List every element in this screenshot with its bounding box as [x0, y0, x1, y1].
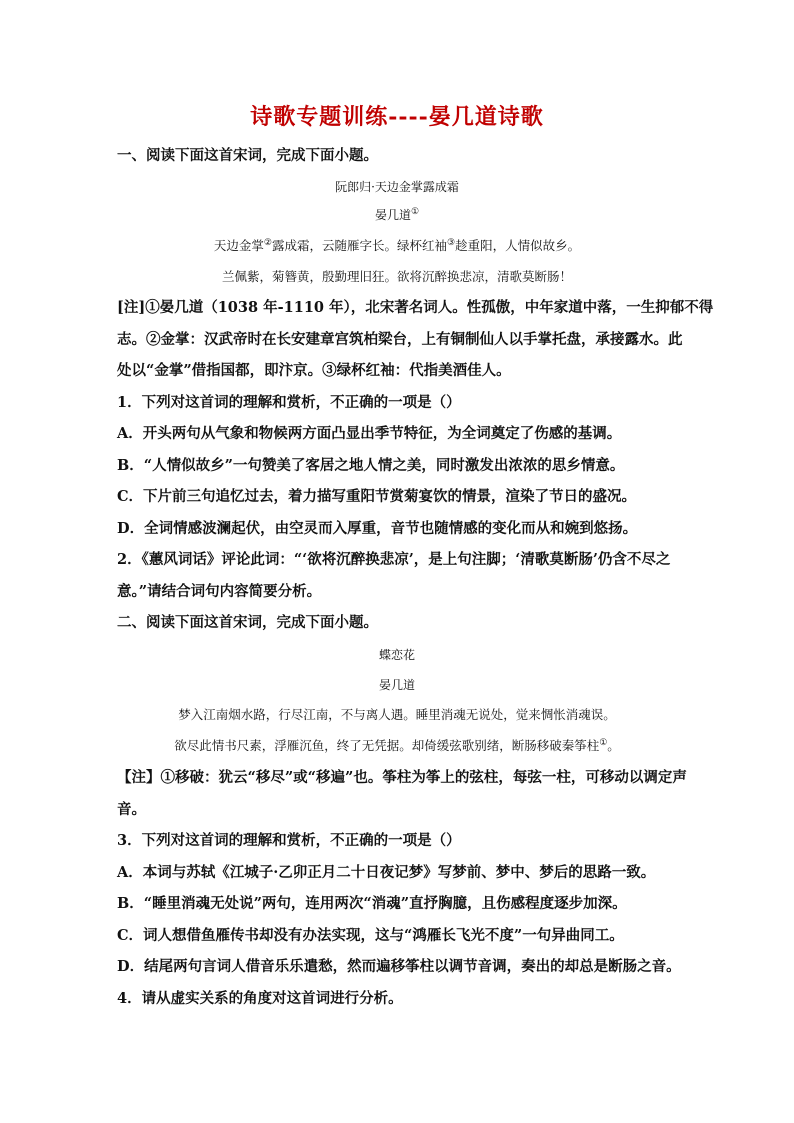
section2-note-line1: 【注】①移破：犹云“移尽”或“移遍”也。筝柱为筝上的弦柱，每弦一柱，可移动以调定声 [117, 769, 687, 786]
poem2-line1: 梦入江南烟水路，行尽江南，不与离人遇。睡里消魂无说处，觉来惆怅消魂误。 [178, 707, 616, 722]
question-3-option-d: D．结尾两句言词人借音乐乐遣愁，然而遍移筝柱以调节音调，奏出的却总是断肠之音。 [117, 958, 681, 975]
section1-note-line2: 志。②金掌：汉武帝时在长安建章宫筑柏梁台，上有铜制仙人以手掌托盘，承接露水。此 [117, 331, 683, 348]
poem1-line1-part1: 天边金掌 [213, 238, 264, 253]
page-title: 诗歌专题训练----晏几道诗歌 [250, 104, 544, 130]
poem2-author: 晏几道 [378, 678, 415, 692]
question-1: 1．下列对这首词的理解和赏析，不正确的一项是（） [117, 394, 461, 411]
question-2-line1: 2．《蕙风词话》评论此词：“‘欲将沉醉换悲凉’，是上句注脚；‘清歌莫断肠’仍含不尽之 [117, 551, 671, 568]
section2-heading: 二、阅读下面这首宋词，完成下面小题。 [117, 614, 378, 631]
question-3: 3．下列对这首词的理解和赏析，不正确的一项是（） [117, 832, 461, 849]
poem1-line1-part2: 露成霜，云随雁字长。绿杯红袖 [271, 238, 447, 253]
question-2-line2: 意。”请结合词句内容简要分析。 [117, 583, 322, 600]
question-1-option-d: D．全词情感波澜起伏，由空灵而入厚重，音节也随情感的变化而从和婉到悠扬。 [117, 520, 638, 537]
poem2-line2 [0, 737, 794, 755]
section1-note-line3: 处以“金掌”借指国都，即汴京。③绿杯红袖：代指美酒佳人。 [117, 362, 511, 379]
footnote-mark-3: ③ [447, 237, 456, 248]
section2-note-line2: 音。 [117, 801, 146, 818]
question-4: 4．请从虚实关系的角度对这首词进行分析。 [117, 990, 403, 1007]
question-3-option-a: A．本词与苏轼《江城子·乙卯正月二十日夜记梦》写梦前、梦中、梦后的思路一致。 [117, 864, 656, 881]
poem1-line2: 兰佩紫，菊簪黄，殷勤理旧狂。欲将沉醉换悲凉，清歌莫断肠！ [221, 269, 572, 284]
question-1-option-c: C．下片前三句追忆过去，着力描写重阳节赏菊宴饮的情景，渲染了节日的盛况。 [117, 488, 637, 505]
question-1-option-b: B．“人情似故乡”一句赞美了客居之地人情之美，同时激发出浓浓的思乡情意。 [117, 457, 625, 474]
author-footnote-mark: ① [410, 207, 420, 217]
poem1-author-name: 晏几道 [374, 208, 411, 222]
footnote-mark-2: ② [263, 237, 272, 248]
section1-heading: 一、阅读下面这首宋词，完成下面小题。 [117, 147, 378, 164]
question-3-option-b: B．“睡里消魂无处说”两句，连用两次“消魂”直抒胸臆，且伤感程度逐步加深。 [117, 895, 627, 912]
question-1-option-a: A．开头两句从气象和物候两方面凸显出季节特征，为全词奠定了伤感的基调。 [117, 425, 622, 442]
poem1-author [0, 206, 794, 224]
poem1-line1-part3: 趁重阳，人情似故乡。 [455, 238, 581, 253]
section1-note-line1: [注]①晏几道（1038 年-1110 年），北宋著名词人。性孤傲，中年家道中落，一生抑郁不得 [117, 299, 714, 316]
poem2-line2-text: 欲尽此情书尺素，浮雁沉鱼，终了无凭据。却倚缓弦歌别绪，断肠移破秦筝柱 [174, 738, 600, 753]
question-3-option-c: C．词人想借鱼雁传书却没有办法实现，这与“鸿雁长飞光不度”一句异曲同工。 [117, 927, 624, 944]
poem2-title: 蝶恋花 [378, 648, 415, 662]
poem1-line1 [0, 237, 794, 255]
footnote-mark-1: ① [599, 737, 608, 748]
poem1-title: 阮郎归·天边金掌露成霜 [335, 180, 459, 194]
poem2-line2-end: 。 [607, 738, 620, 753]
